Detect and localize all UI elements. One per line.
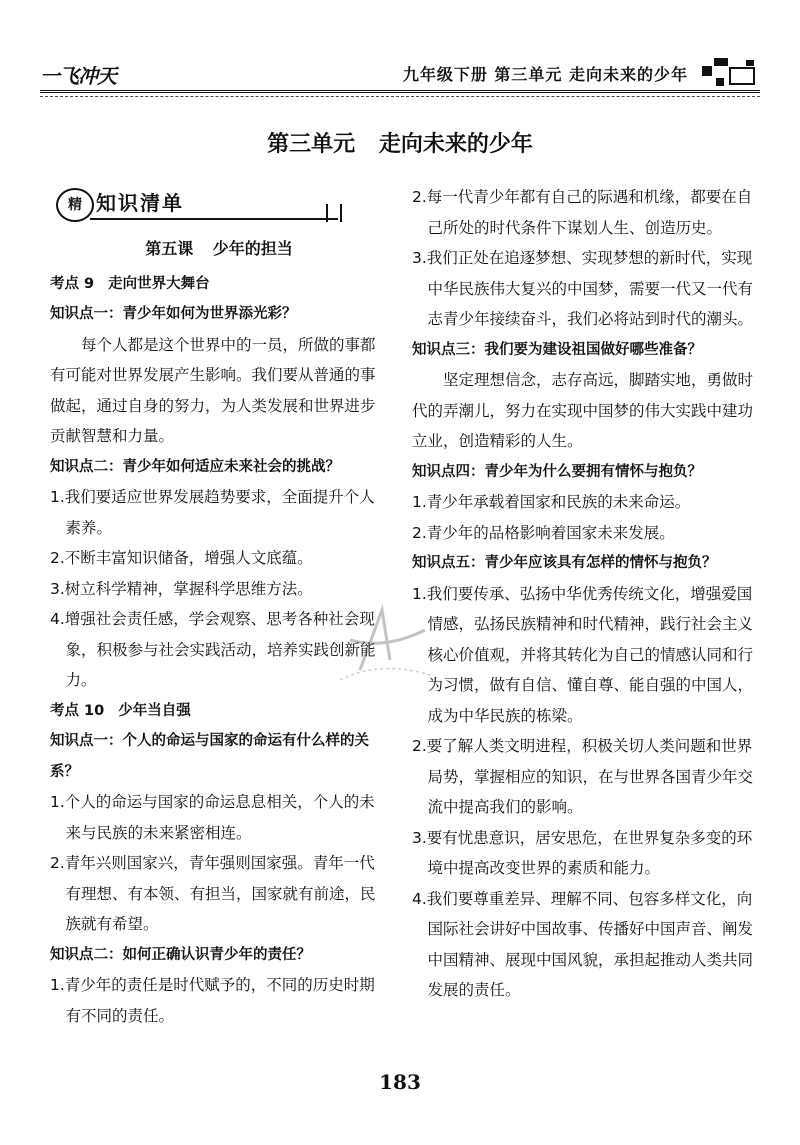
header-rule (40, 90, 760, 93)
page-header (40, 52, 760, 98)
list-item: 2.不断丰富知识储备，增强人文底蕴。 (50, 549, 313, 567)
list-item: 2.每一代青少年都有自己的际遇和机缘，都要在自己所处的时代条件下谋划人生、创造历史。 (412, 188, 753, 237)
running-title: 九年级下册 第三单元 走向未来的少年 (402, 65, 688, 84)
knowledge-point-text: 坚定理想信念，志存高远，脚踏实地，勇做时代的弄潮儿，努力在实现中国梦的伟大实践中建功立业，创造精彩的人生。 (412, 371, 754, 450)
unit-title: 第三单元 走向未来的少年 (267, 132, 533, 157)
page-number: 183 (379, 1070, 421, 1094)
header-dashed-rule (40, 96, 760, 97)
knowledge-point-question: 知识点三：我们要为建设祖国做好哪些准备？ (412, 341, 702, 358)
knowledge-point-question: 知识点二：如何正确认识青少年的责任？ (50, 946, 311, 963)
list-item: 1.我们要传承、弘扬中华优秀传统文化，增强爱国情感，弘扬民族精神和时代精神，践行社会主义核心价值观，并将其转化为自己的情感认同和行为习惯，做有自信、懂自尊、能自强的中国人，成为中华民族的栋梁。 (412, 584, 754, 725)
series-logo: 一飞冲天 (40, 64, 116, 88)
kaodian-title: 走向世界大舞台 (108, 275, 210, 292)
banner-label: 知识清单 (96, 191, 184, 215)
list-item: 4.增强社会责任感，学会观察、思考各种社会现象，积极参与社会实践活动，培养实践创新能力。 (50, 610, 376, 689)
knowledge-point-question: 知识点一：个人的命运与国家的命运有什么样的关系？ (50, 733, 369, 780)
list-item: 2.青年兴则国家兴，青年强则国家强。青年一代有理想、有本领、有担当，国家就有前途，民族就有希望。 (50, 854, 376, 933)
kaodian-10-heading (50, 696, 388, 727)
list-item: 1.青少年的责任是时代赋予的，不同的历史时期有不同的责任。 (50, 976, 375, 1025)
banner-badge: 精 (56, 188, 94, 222)
knowledge-point-question: 知识点四：青少年为什么要拥有情怀与抱负？ (412, 463, 702, 480)
right-column (412, 182, 757, 1006)
knowledge-point-question: 知识点一：青少年如何为世界添光彩？ (50, 306, 297, 322)
lesson-title: 第五课 少年的担当 (145, 239, 293, 258)
list-item: 2.青少年的品格影响着国家未来发展。 (412, 523, 675, 542)
knowledge-point-question: 知识点二：青少年如何适应未来社会的挑战？ (50, 458, 340, 475)
list-item: 2.要了解人类文明进程，积极关切人类问题和世界局势，掌握相应的知识，在与世界各国青少年交流中提高我们的影响。 (412, 737, 754, 816)
kaodian-number: 考点 10 (50, 702, 105, 719)
list-item: 1.个人的命运与国家的命运息息相关，个人的未来与民族的未来紧密相连。 (50, 793, 375, 842)
list-item: 1.我们要适应世界发展趋势要求，全面提升个人素养。 (50, 488, 375, 537)
list-item: 1.青少年承载着国家和民族的未来命运。 (412, 493, 691, 511)
knowledge-point-text: 每个人都是这个世界中的一员，所做的事都有可能对世界发展产生影响。我们要从普通的事做起，通过自身的努力，为人类发展和世界进步贡献智慧和力量。 (50, 335, 376, 445)
banner-bars-icon (326, 204, 342, 222)
list-item: 3.我们正处在追逐梦想、实现梦想的新时代，实现中华民族伟大复兴的中国梦，需要一代又一代有志青少年接续奋斗，我们必将站到时代的潮头。 (412, 249, 754, 328)
list-item: 3.要有忧患意识，居安思危，在世界复杂多变的环境中提高改变世界的素质和能力。 (412, 828, 753, 877)
list-item: 3.树立科学精神，掌握科学思维方法。 (50, 579, 313, 598)
kaodian-9-heading (50, 269, 388, 300)
list-item: 4.我们要尊重差异、理解不同、包容多样文化，向国际社会讲好中国故事、传播好中国声音、阐发中国精神、展现中国风貌，承担起推动人类共同发展的责任。 (412, 889, 754, 999)
watermark-stamp-icon (330, 600, 440, 690)
header-decoration-icon (698, 56, 760, 90)
knowledge-list-banner (50, 182, 388, 226)
kaodian-title: 少年当自强 (118, 702, 191, 719)
kaodian-number: 考点 9 (50, 275, 95, 292)
knowledge-point-question: 知识点五：青少年应该具有怎样的情怀与抱负？ (412, 555, 717, 571)
banner-underline (90, 218, 338, 220)
